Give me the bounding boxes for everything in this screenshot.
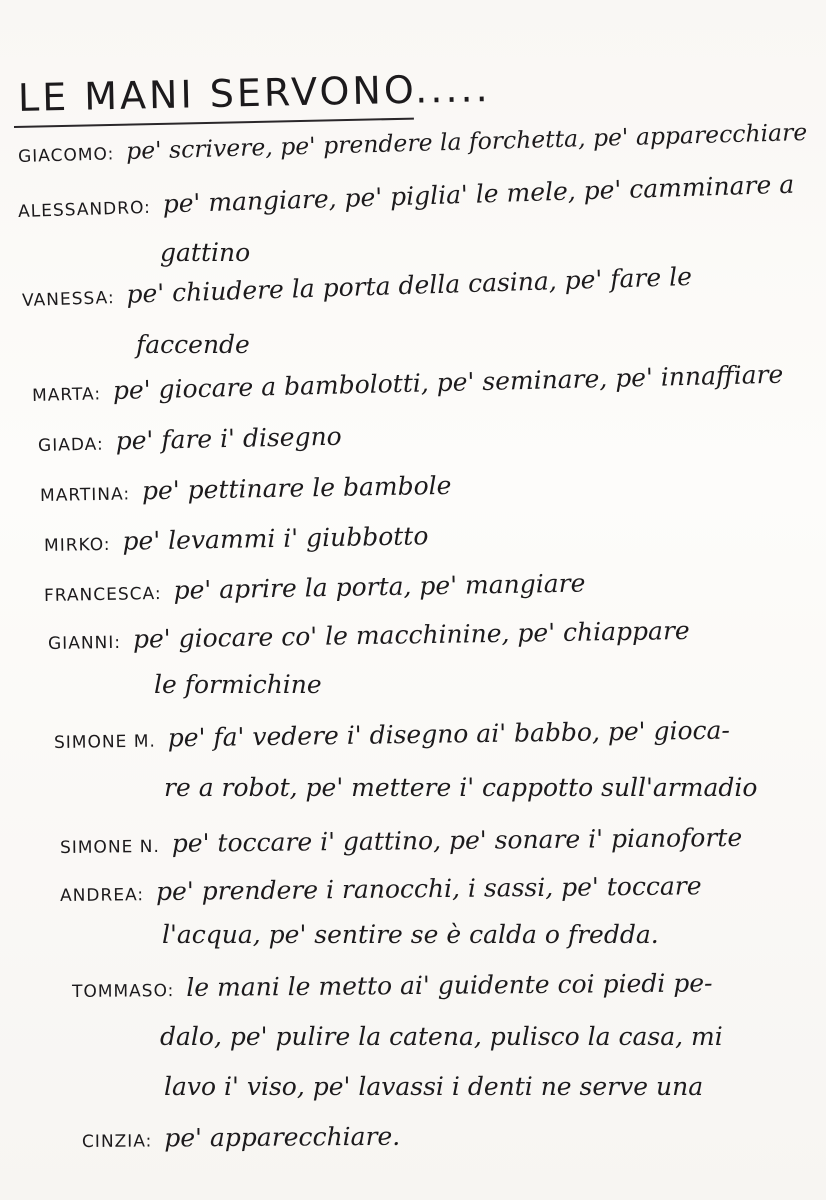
- entry-text: pe' levammi i' giubbotto: [122, 521, 429, 556]
- entry-giacomo: [18, 118, 808, 168]
- entry-gianni: [48, 616, 690, 655]
- entry-name: MARTINA:: [39, 484, 131, 506]
- entry-text: pe' giocare co' le macchinine, pe' chiappare: [132, 615, 690, 654]
- entry-continuation: faccende: [136, 330, 250, 359]
- entry-andrea: [60, 871, 702, 907]
- entry-marta: [32, 360, 784, 407]
- entry-continuation: dalo, pe' pulire la catena, pulisco la casa, mi: [160, 1022, 723, 1051]
- entry-name: SIMONE N.: [59, 836, 160, 858]
- entry-name: CINZIA:: [81, 1131, 153, 1152]
- entry-text: pe' apparecchiare.: [164, 1121, 401, 1153]
- entry-text: pe' fa' vedere i' disegno ai' babbo, pe' gioca-: [167, 715, 731, 753]
- entry-continuation: lavo i' viso, pe' lavassi i denti ne serve una: [164, 1072, 704, 1101]
- entry-cinzia: [82, 1122, 400, 1153]
- entry-simone-m: [54, 716, 730, 754]
- entry-text: pe' fare i' disegno: [115, 421, 342, 456]
- entry-name: ALESSANDRO:: [17, 197, 152, 222]
- entry-text: pe' prendere i ranocchi, i sassi, pe' toccare: [155, 871, 702, 906]
- entry-francesca: [44, 569, 586, 607]
- entry-continuation: re a robot, pe' mettere i' cappotto sull'armadio: [164, 773, 758, 802]
- entry-text: pe' aprire la porta, pe' mangiare: [173, 568, 586, 605]
- entry-name: MIRKO:: [43, 534, 111, 556]
- entry-text: le mani le metto ai' guidente coi piedi pe-: [186, 968, 713, 1003]
- entry-alessandro: [18, 170, 795, 223]
- entry-continuation: l'acqua, pe' sentire se è calda o fredda.: [162, 920, 659, 949]
- entry-text: pe' pettinare le bambole: [141, 470, 452, 506]
- entry-giada: [38, 422, 342, 457]
- entry-text: pe' toccare i' gattino, pe' sonare i' pianoforte: [171, 822, 743, 858]
- entry-continuation: gattino: [160, 238, 251, 267]
- entry-name: VANESSA:: [21, 288, 115, 311]
- entry-name: SIMONE M.: [53, 731, 156, 753]
- entry-name: GIACOMO:: [17, 144, 115, 167]
- title-underline: [14, 118, 414, 128]
- entry-text: pe' scrivere, pe' prendere la forchetta, pe' apparecchiare: [125, 117, 808, 165]
- page-title: LE MANI SERVONO.....: [17, 66, 491, 120]
- entry-continuation: le formichine: [154, 670, 322, 699]
- entry-tommaso: [72, 968, 713, 1003]
- entry-name: MARTA:: [31, 384, 102, 406]
- entry-name: GIADA:: [37, 434, 104, 456]
- entry-martina: [40, 471, 452, 507]
- entry-name: ANDREA:: [59, 885, 145, 906]
- entry-vanessa: [22, 262, 693, 312]
- entry-name: FRANCESCA:: [43, 583, 162, 606]
- entry-text: pe' giocare a bambolotti, pe' seminare, pe' innaffiare: [112, 359, 784, 406]
- entry-name: GIANNI:: [47, 632, 122, 654]
- entry-text: pe' mangiare, pe' piglia' le mele, pe' camminare a: [162, 169, 795, 219]
- entry-simone-n: [60, 823, 742, 859]
- entry-name: TOMMASO:: [71, 981, 175, 1002]
- entry-mirko: [44, 521, 429, 557]
- entry-text: pe' chiudere la porta della casina, pe' fare le: [126, 261, 693, 309]
